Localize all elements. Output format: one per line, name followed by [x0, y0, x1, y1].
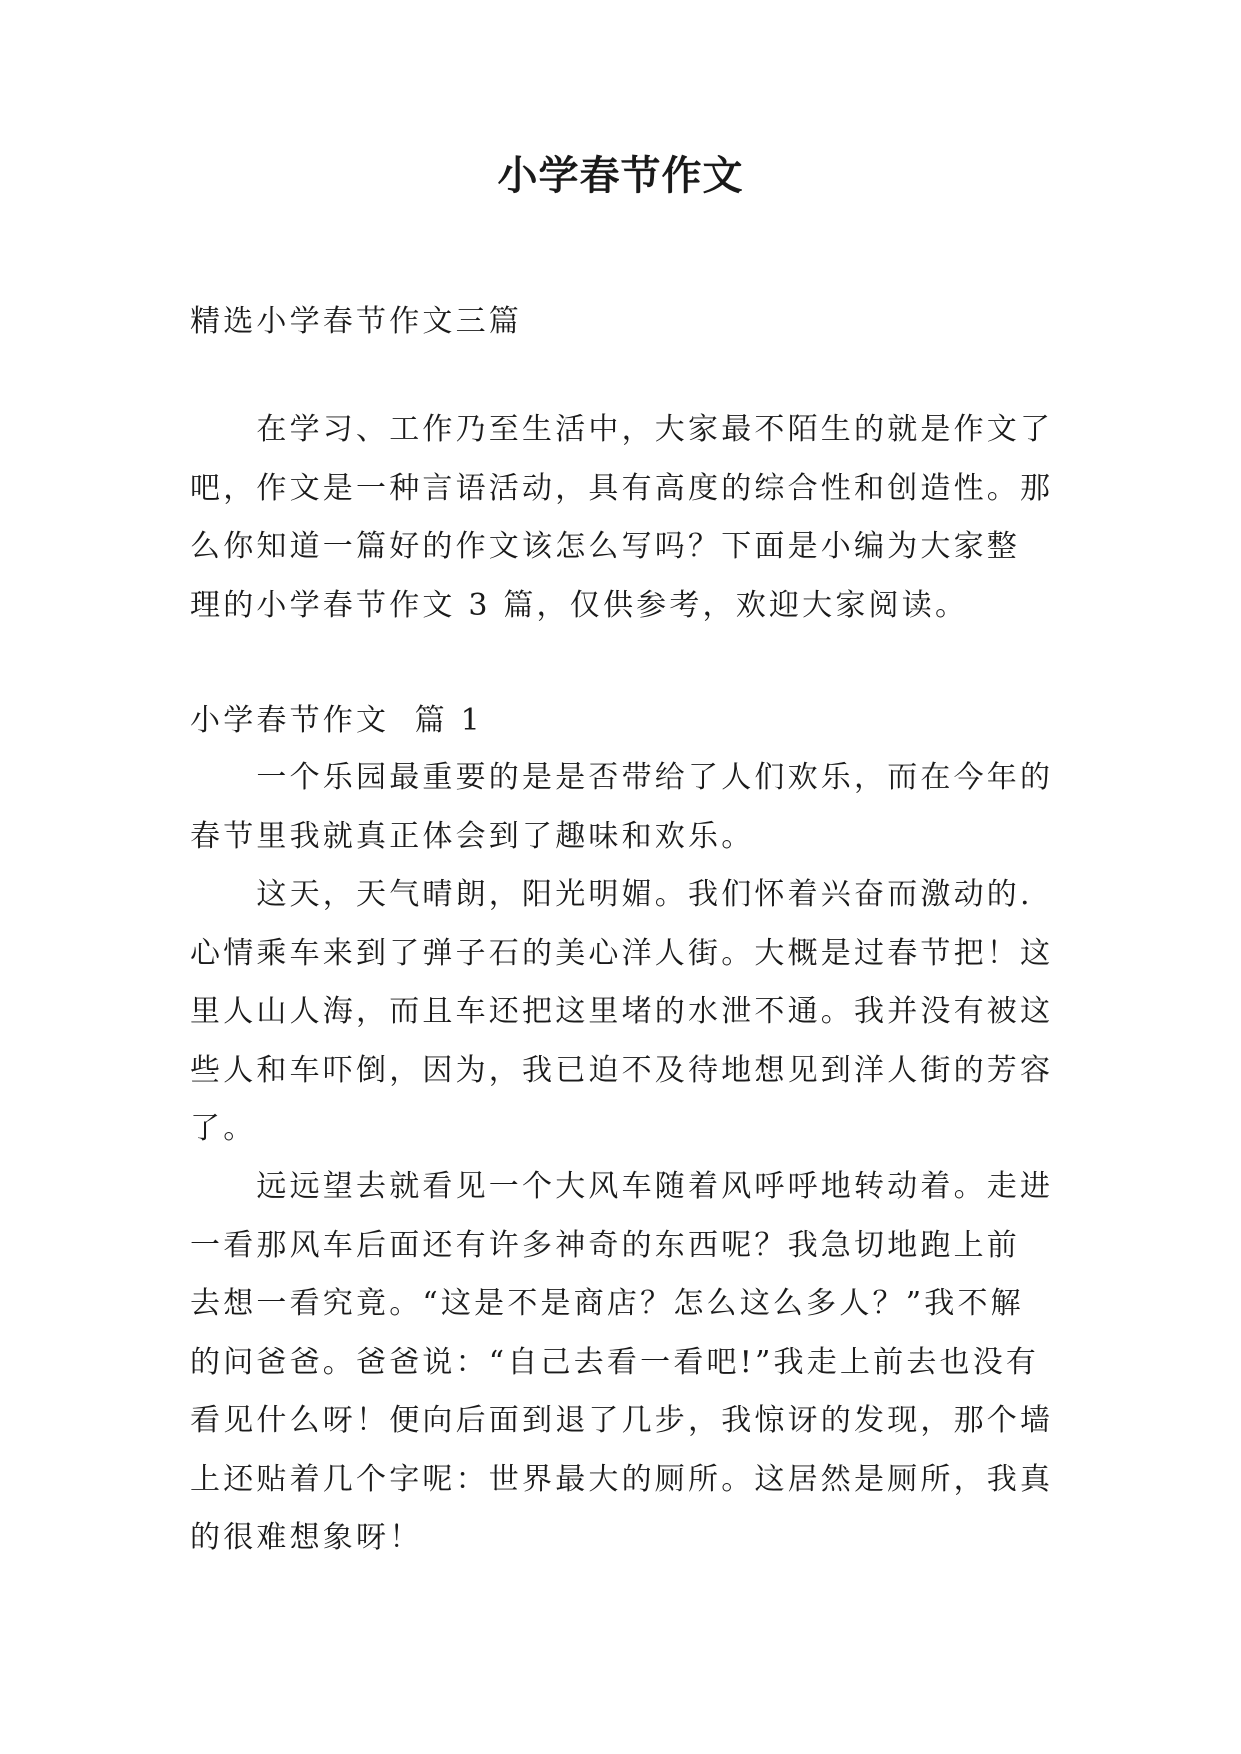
subtitle-text: 精选小学春节作文三篇: [190, 304, 522, 339]
paragraph-line: 吧，作文是一种言语活动，具有高度的综合性和创造性。那: [190, 470, 1054, 506]
paragraph-line: 里人山人海，而且车还把这里堵的水泄不通。我并没有被这: [190, 994, 1054, 1029]
section-heading-text: 小学春节作文 篇 1: [190, 703, 483, 738]
paragraph-line: 这天，天气晴朗，阳光明媚。我们怀着兴奋而激动的.: [190, 877, 1033, 912]
paragraph-line: 上还贴着几个字呢：世界最大的厕所。这居然是厕所，我真: [190, 1461, 1054, 1497]
essay-paragraph-2: [190, 866, 1055, 1159]
document-subtitle: [190, 293, 1055, 352]
paragraph-line: 春节里我就真正体会到了趣味和欢乐。: [190, 818, 755, 854]
paragraph-line: 么你知道一篇好的作文该怎么写吗？下面是小编为大家整: [190, 529, 1020, 564]
paragraph-line: 在学习、工作乃至生活中，大家最不陌生的就是作文了: [190, 412, 1054, 447]
paragraph-line: 看见什么呀！便向后面到退了几步，我惊讶的发现，那个墙: [190, 1403, 1054, 1438]
section-heading: [190, 692, 1055, 751]
paragraph-line: 些人和车吓倒，因为，我已迫不及待地想见到洋人街的芳容: [190, 1052, 1054, 1088]
document-title: 小学春节作文: [497, 152, 744, 199]
paragraph-line: 远远望去就看见一个大风车随着风呼呼地转动着。走进: [190, 1169, 1054, 1204]
intro-paragraph: [190, 401, 1055, 635]
essay-paragraph-3: [190, 1158, 1055, 1568]
paragraph-line: 一个乐园最重要的是是否带给了人们欢乐，而在今年的: [190, 760, 1054, 795]
paragraph-line: 一看那风车后面还有许多神奇的东西呢？我急切地跑上前: [190, 1227, 1020, 1263]
paragraph-line: 了。: [190, 1111, 257, 1146]
paragraph-line: 的问爸爸。爸爸说：“自己去看一看吧!”我走上前去也没有: [190, 1344, 1040, 1380]
paragraph-line: 理的小学春节作文 3 篇，仅供参考，欢迎大家阅读。: [190, 587, 969, 623]
paragraph-line: 心情乘车来到了弹子石的美心洋人街。大概是过春节把！这: [190, 935, 1054, 971]
paragraph-line: 的很难想象呀！: [190, 1520, 423, 1555]
paragraph-line: 去想一看究竟。“这是不是商店？怎么这么多人？”我不解: [190, 1286, 1024, 1321]
essay-paragraph-1: [190, 749, 1055, 866]
